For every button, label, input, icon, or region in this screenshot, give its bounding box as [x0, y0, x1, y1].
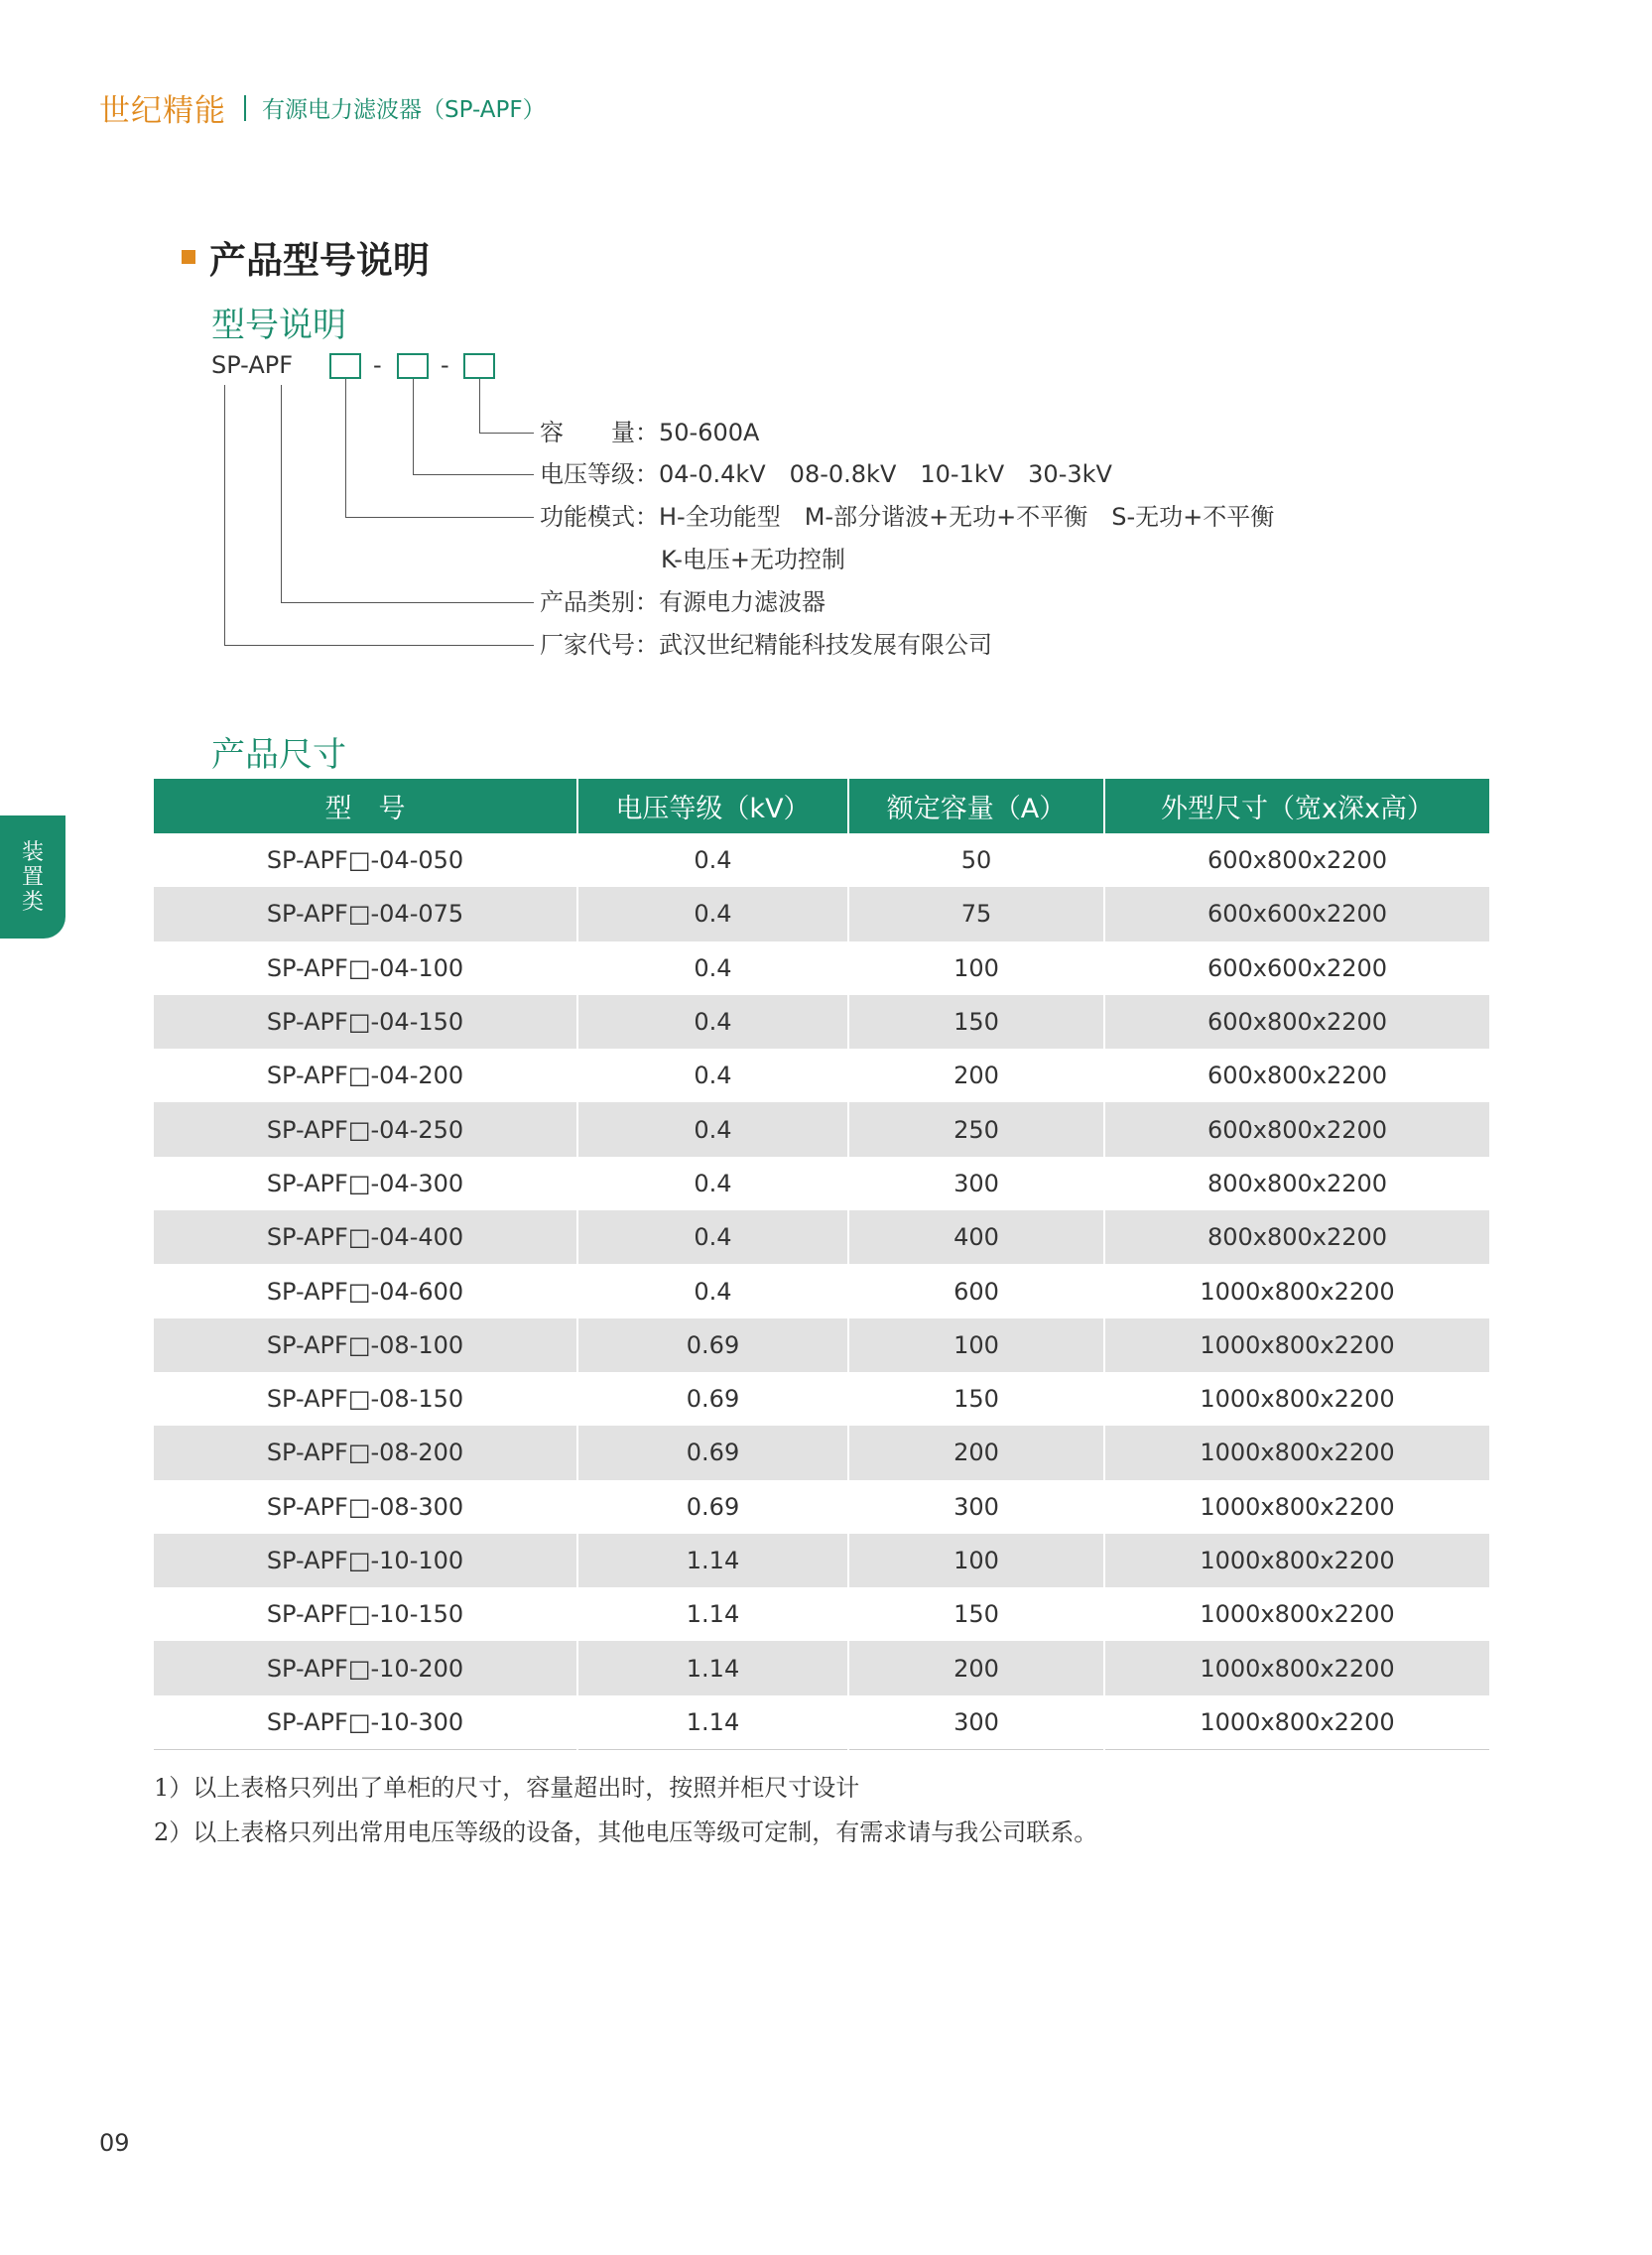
- cell-voltage: 0.4: [577, 1264, 848, 1317]
- table-row: [154, 1102, 1489, 1156]
- table-row: [154, 1210, 1489, 1264]
- cell-voltage: 0.69: [577, 1372, 848, 1426]
- cell-model: SP-APF□-04-100: [154, 941, 577, 995]
- table-row: [154, 1641, 1489, 1694]
- cell-dimensions: 1000x800x2200: [1200, 1600, 1395, 1629]
- cell-capacity: 100: [848, 941, 1104, 995]
- connector-line: [345, 379, 346, 517]
- cell-capacity: 600: [848, 1264, 1104, 1317]
- cell-model: SP-APF□-04-300: [154, 1157, 577, 1210]
- table-row: [154, 1157, 1489, 1210]
- cell-capacity: 250: [848, 1102, 1104, 1156]
- legend-capacity: 容 量：50-600A: [540, 419, 760, 446]
- cell-capacity: 300: [848, 1480, 1104, 1534]
- cell-voltage: 0.69: [577, 1480, 848, 1534]
- cell-dimensions: 600x600x2200: [1104, 887, 1489, 940]
- header-divider: [244, 95, 246, 121]
- connector-line: [281, 385, 282, 602]
- model-subtitle: 型号说明: [211, 306, 346, 345]
- legend-manufacturer-code: 厂家代号：武汉世纪精能科技发展有限公司: [540, 631, 992, 659]
- table-row: [154, 1587, 1489, 1641]
- cell-model: SP-APF□-04-050: [154, 833, 577, 887]
- cell-dimensions: 1000x800x2200: [1104, 1641, 1489, 1694]
- table-row: [154, 1318, 1489, 1372]
- cell-capacity: 200: [848, 1426, 1104, 1479]
- placeholder-box-capacity: [463, 353, 495, 379]
- cell-dimensions: 800x800x2200: [1104, 1210, 1489, 1264]
- cell-model: SP-APF□-08-300: [154, 1480, 577, 1534]
- table-row: [154, 833, 1489, 887]
- cell-voltage: 0.4: [577, 1049, 848, 1102]
- cell-dimensions: 600x600x2200: [1207, 953, 1388, 982]
- size-table: [154, 779, 1489, 1750]
- placeholder-box-voltage: [397, 353, 429, 379]
- cell-dimensions: 600x800x2200: [1104, 1102, 1489, 1156]
- table-row: [154, 1480, 1489, 1534]
- cell-model: SP-APF□-10-150: [154, 1587, 577, 1641]
- cell-model: SP-APF□-04-150: [154, 995, 577, 1049]
- connector-line: [413, 379, 414, 474]
- cell-capacity: 150: [848, 1372, 1104, 1426]
- connector-line: [281, 602, 534, 603]
- cell-dimensions: 1000x800x2200: [1104, 1426, 1489, 1479]
- table-row: [154, 1049, 1489, 1102]
- cell-capacity: 300: [848, 1157, 1104, 1210]
- column-header-voltage: 电压等级（kV）: [577, 779, 848, 833]
- cell-voltage: 0.4: [577, 833, 848, 887]
- connector-line: [479, 433, 534, 434]
- cell-voltage: 0.4: [577, 1157, 848, 1210]
- column-header-capacity: 额定容量（A）: [848, 779, 1104, 833]
- page-number: 09: [99, 2129, 130, 2157]
- cell-capacity: 100: [848, 1318, 1104, 1372]
- cell-capacity: 150: [848, 995, 1104, 1049]
- brand-name: 世纪精能: [99, 93, 226, 129]
- cell-model: SP-APF□-08-200: [154, 1426, 577, 1479]
- cell-model: SP-APF□-04-600: [154, 1264, 577, 1317]
- cell-model: SP-APF□-10-200: [154, 1641, 577, 1694]
- column-header-model: 型 号: [154, 779, 577, 833]
- cell-capacity: 400: [848, 1210, 1104, 1264]
- note-2: 2）以上表格只列出常用电压等级的设备，其他电压等级可定制，有需求请与我公司联系。: [154, 1818, 1098, 1846]
- cell-voltage: 0.4: [577, 941, 848, 995]
- size-subtitle: 产品尺寸: [211, 735, 346, 775]
- table-notes: [154, 1766, 1097, 1855]
- table-row: [154, 1264, 1489, 1317]
- table-row: [154, 941, 1489, 995]
- legend-product-category: 产品类别：有源电力滤波器: [540, 588, 826, 616]
- cell-voltage: 1.14: [577, 1695, 848, 1750]
- cell-capacity: 200: [848, 1641, 1104, 1694]
- cell-model: SP-APF□-08-150: [154, 1372, 577, 1426]
- table-row: [154, 1372, 1489, 1426]
- cell-voltage: 0.4: [577, 1210, 848, 1264]
- connector-line: [224, 385, 225, 645]
- category-side-tab: 装 置 类: [0, 815, 65, 939]
- table-header-row: [154, 779, 1489, 833]
- cell-model: SP-APF□-04-400: [154, 1210, 577, 1264]
- cell-voltage: 0.4: [577, 995, 848, 1049]
- cell-dimensions: 600x800x2200: [1104, 995, 1489, 1049]
- table-row: [154, 887, 1489, 940]
- cell-voltage: 0.4: [577, 887, 848, 940]
- cell-dimensions: 800x800x2200: [1207, 1169, 1388, 1197]
- table-row: [154, 1426, 1489, 1479]
- cell-model: SP-APF□-10-300: [154, 1695, 577, 1750]
- code-dash: -: [441, 351, 449, 379]
- cell-capacity: 150: [848, 1587, 1104, 1641]
- cell-dimensions: 1000x800x2200: [1200, 1492, 1395, 1521]
- note-1: 1）以上表格只列出了单柜的尺寸，容量超出时，按照并柜尺寸设计: [154, 1774, 860, 1802]
- cell-voltage: 0.69: [577, 1318, 848, 1372]
- legend-function-mode: 功能模式：H-全功能型 M-部分谐波+无功+不平衡 S-无功+不平衡: [540, 503, 1275, 531]
- cell-dimensions: 600x800x2200: [1207, 1062, 1388, 1090]
- table-row: [154, 1695, 1489, 1750]
- page-header: [99, 85, 546, 130]
- cell-voltage: 1.14: [577, 1587, 848, 1641]
- cell-model: SP-APF□-04-075: [154, 887, 577, 940]
- cell-capacity: 200: [848, 1049, 1104, 1102]
- code-dash: -: [373, 351, 382, 379]
- cell-voltage: 0.4: [577, 1102, 848, 1156]
- cell-capacity: 75: [848, 887, 1104, 940]
- legend-function-mode-cont: K-电压+无功控制: [661, 546, 845, 573]
- cell-dimensions: 600x800x2200: [1207, 846, 1388, 875]
- placeholder-box-function: [329, 353, 361, 379]
- cell-dimensions: 1000x800x2200: [1200, 1385, 1395, 1414]
- cell-capacity: 100: [848, 1534, 1104, 1587]
- connector-line: [345, 517, 534, 518]
- cell-capacity: 50: [848, 833, 1104, 887]
- section-title: 产品型号说明: [182, 230, 430, 284]
- table-row: [154, 1534, 1489, 1587]
- cell-model: SP-APF□-10-100: [154, 1534, 577, 1587]
- column-header-dimensions: 外型尺寸（宽x深x高）: [1104, 779, 1489, 833]
- cell-dimensions: 1000x800x2200: [1200, 1277, 1395, 1306]
- cell-dimensions: 1000x800x2200: [1104, 1695, 1489, 1750]
- connector-line: [224, 645, 534, 646]
- cell-dimensions: 1000x800x2200: [1104, 1534, 1489, 1587]
- cell-voltage: 1.14: [577, 1534, 848, 1587]
- orange-square-icon: [182, 250, 195, 264]
- table-row: [154, 995, 1489, 1049]
- cell-model: SP-APF□-08-100: [154, 1318, 577, 1372]
- document-title: 有源电力滤波器（SP-APF）: [262, 97, 546, 123]
- cell-voltage: 1.14: [577, 1641, 848, 1694]
- model-code-prefix: SP-APF: [211, 351, 294, 379]
- connector-line: [413, 474, 534, 475]
- cell-model: SP-APF□-04-200: [154, 1049, 577, 1102]
- cell-capacity: 300: [848, 1695, 1104, 1750]
- cell-model: SP-APF□-04-250: [154, 1102, 577, 1156]
- cell-voltage: 0.69: [577, 1426, 848, 1479]
- connector-line: [479, 379, 480, 433]
- legend-voltage-level: 电压等级：04-0.4kV 08-0.8kV 10-1kV 30-3kV: [540, 460, 1112, 488]
- cell-dimensions: 1000x800x2200: [1104, 1318, 1489, 1372]
